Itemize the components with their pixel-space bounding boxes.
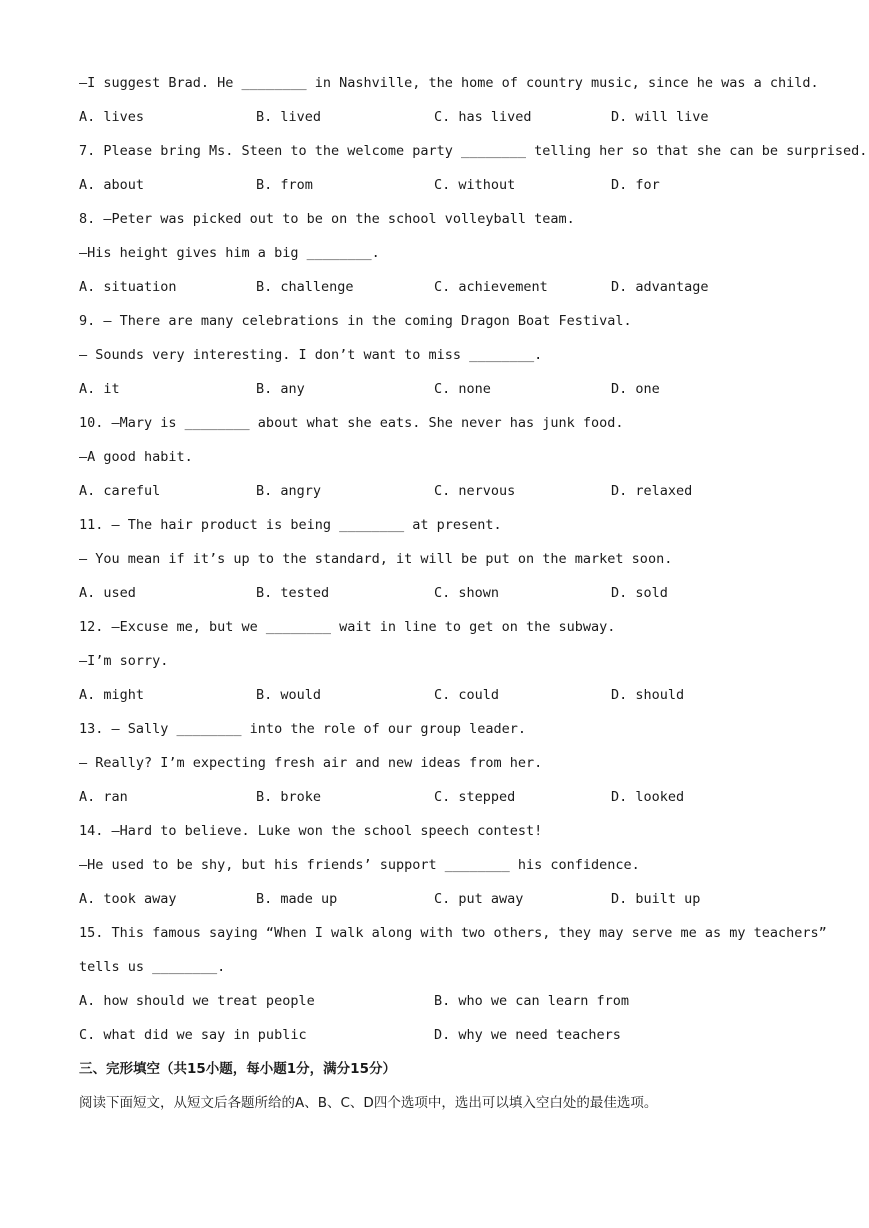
option-b: B. any [256, 381, 305, 397]
option-b: B. challenge [256, 279, 354, 295]
question-10-options [79, 481, 799, 515]
question-8-line-2: —His height gives him a big ________. [79, 245, 380, 261]
option-a: A. used [79, 585, 136, 601]
option-d: D. relaxed [611, 483, 693, 499]
question-6-options [79, 107, 799, 141]
option-d: D. one [611, 381, 660, 397]
option-c: C. could [434, 687, 500, 703]
option-b: B. who we can learn from [434, 993, 630, 1009]
question-14-options [79, 889, 799, 923]
section-instruction: 阅读下面短文，从短文后各题所给的A、B、C、D四个选项中，选出可以填入空白处的最佳选项。 [79, 1095, 658, 1111]
question-15-line-2: tells us ________. [79, 959, 226, 975]
question-12-options [79, 685, 799, 719]
option-c: C. without [434, 177, 516, 193]
option-a: A. took away [79, 891, 177, 907]
question-9-line-2: — Sounds very interesting. I don’t want to miss ________. [79, 347, 543, 363]
option-c: C. has lived [434, 109, 532, 125]
question-15-line-1: 15. This famous saying “When I walk along with two others, they may serve me as my teachers” [79, 925, 827, 941]
option-c: C. shown [434, 585, 500, 601]
question-7-line: 7. Please bring Ms. Steen to the welcome party ________ telling her so that she can be surprised. [79, 143, 868, 159]
option-d: D. for [611, 177, 660, 193]
question-8-options [79, 277, 799, 311]
question-11-options [79, 583, 799, 617]
option-a: A. careful [79, 483, 161, 499]
option-b: B. lived [256, 109, 322, 125]
option-b: B. would [256, 687, 322, 703]
option-c: C. nervous [434, 483, 516, 499]
option-d: D. why we need teachers [434, 1027, 621, 1043]
question-10-line-2: —A good habit. [79, 449, 193, 465]
option-b: B. from [256, 177, 313, 193]
option-a: A. about [79, 177, 145, 193]
question-12-line-1: 12. —Excuse me, but we ________ wait in line to get on the subway. [79, 619, 616, 635]
exam-page [79, 73, 868, 1127]
question-8-line-1: 8. —Peter was picked out to be on the school volleyball team. [79, 211, 575, 227]
option-a: A. it [79, 381, 120, 397]
option-a: A. ran [79, 789, 128, 805]
option-c: C. achievement [434, 279, 548, 295]
option-c: C. none [434, 381, 491, 397]
option-a: A. might [79, 687, 145, 703]
option-d: D. should [611, 687, 685, 703]
question-14-line-2: —He used to be shy, but his friends’ support ________ his confidence. [79, 857, 640, 873]
option-d: D. built up [611, 891, 701, 907]
section-title: 三、完形填空（共15小题，每小题1分，满分15分） [79, 1061, 396, 1077]
question-11-line-2: — You mean if it’s up to the standard, it will be put on the market soon. [79, 551, 673, 567]
option-a: A. situation [79, 279, 177, 295]
option-c: C. what did we say in public [79, 1027, 307, 1043]
option-c: C. put away [434, 891, 524, 907]
option-d: D. will live [611, 109, 709, 125]
question-7-options [79, 175, 799, 209]
option-d: D. looked [611, 789, 685, 805]
question-15-options-row-1 [79, 991, 799, 1025]
question-13-line-1: 13. — Sally ________ into the role of our group leader. [79, 721, 527, 737]
question-9-options [79, 379, 799, 413]
question-15-options-row-2 [79, 1025, 799, 1059]
option-b: B. tested [256, 585, 330, 601]
option-c: C. stepped [434, 789, 516, 805]
option-b: B. made up [256, 891, 338, 907]
option-d: D. advantage [611, 279, 709, 295]
question-12-line-2: —I’m sorry. [79, 653, 169, 669]
question-6-line: —I suggest Brad. He ________ in Nashville, the home of country music, since he was a child. [79, 75, 819, 91]
question-9-line-1: 9. — There are many celebrations in the coming Dragon Boat Festival. [79, 313, 632, 329]
option-a: A. lives [79, 109, 145, 125]
question-14-line-1: 14. —Hard to believe. Luke won the school speech contest! [79, 823, 543, 839]
question-13-line-2: — Really? I’m expecting fresh air and new ideas from her. [79, 755, 543, 771]
option-b: B. broke [256, 789, 322, 805]
option-d: D. sold [611, 585, 668, 601]
question-11-line-1: 11. — The hair product is being ________ at present. [79, 517, 502, 533]
question-13-options [79, 787, 799, 821]
option-b: B. angry [256, 483, 322, 499]
option-a: A. how should we treat people [79, 993, 315, 1009]
question-10-line-1: 10. —Mary is ________ about what she eats. She never has junk food. [79, 415, 624, 431]
